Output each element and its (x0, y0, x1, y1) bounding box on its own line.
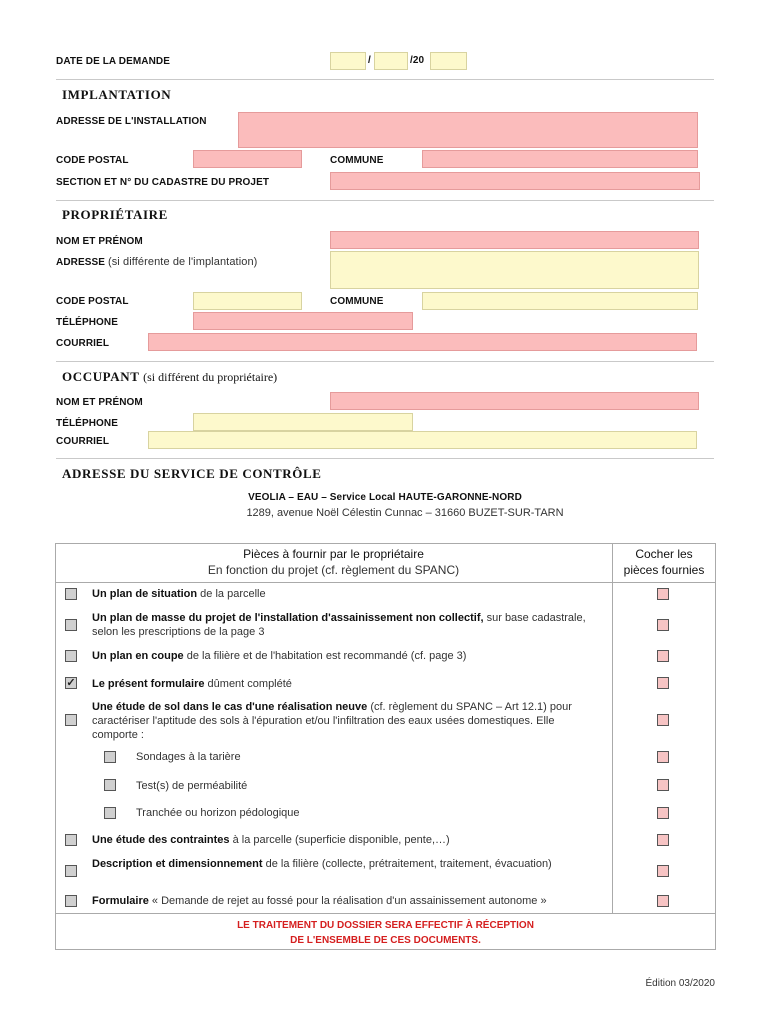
provided-checkbox[interactable] (657, 751, 669, 763)
installation-address-label: ADRESSE DE L'INSTALLATION (56, 116, 207, 127)
table-column-divider (612, 543, 613, 913)
sub-checkbox[interactable] (104, 779, 116, 791)
list-item (92, 587, 602, 601)
sub-list-item: Test(s) de perméabilité (136, 780, 248, 792)
checkbox[interactable] (65, 619, 77, 631)
owner-postal-code-field[interactable] (193, 292, 302, 310)
edition: Édition 03/2020 (645, 978, 715, 989)
table-head-subtitle: En fonction du projet (cf. règlement du SPANC) (207, 563, 460, 577)
provided-checkbox[interactable] (657, 714, 669, 726)
owner-commune-label: COMMUNE (330, 296, 384, 307)
provided-checkbox[interactable] (657, 588, 669, 600)
owner-address-note: (si différente de l'implantation) (107, 256, 258, 268)
item-text: de la parcelle (197, 588, 266, 600)
item-bold: Formulaire (92, 895, 149, 907)
provided-checkbox[interactable] (657, 807, 669, 819)
warning-line2: DE L'ENSEMBLE DE CES DOCUMENTS. (290, 935, 481, 946)
service-name: VEOLIA – EAU – Service Local HAUTE-GARONNE-NORD (248, 492, 522, 503)
list-item (92, 677, 602, 691)
list-item (92, 700, 602, 742)
list-item (92, 833, 602, 847)
divider (56, 458, 714, 459)
item-bold: Une étude de sol dans le cas d'une réalisation neuve (92, 701, 368, 713)
item-text: de la filière et de l'habitation est recommandé (cf. page 3) (183, 650, 467, 662)
owner-address-field[interactable] (330, 251, 699, 289)
occupant-email-field[interactable] (148, 431, 697, 449)
provided-checkbox[interactable] (657, 779, 669, 791)
provided-checkbox[interactable] (657, 619, 669, 631)
divider (56, 79, 714, 80)
item-bold: Un plan de masse du projet de l'installation d'assainissement non collectif, (92, 612, 484, 624)
date-year-field[interactable] (430, 52, 467, 70)
item-bold: Description et dimensionnement (92, 858, 263, 870)
owner-name-label: NOM ET PRÉNOM (56, 236, 143, 247)
date-month-field[interactable] (374, 52, 408, 70)
owner-phone-label: TÉLÉPHONE (56, 317, 119, 328)
list-item (92, 649, 602, 663)
section-title-occupant (62, 369, 277, 385)
sub-checkbox[interactable] (104, 751, 116, 763)
item-text: dûment complété (204, 678, 292, 690)
divider (56, 361, 714, 362)
item-text: sur base cadastrale, selon les prescriptions de la page 3 (92, 612, 586, 638)
item-bold: Une étude des contraintes (92, 834, 230, 846)
occupant-title-note: (si différent du propriétaire) (143, 370, 278, 384)
provided-checkbox[interactable] (657, 650, 669, 662)
item-bold: Un plan en coupe (92, 650, 184, 662)
date-day-field[interactable] (330, 52, 366, 70)
provided-checkbox[interactable] (657, 677, 669, 689)
checkbox[interactable] (65, 588, 77, 600)
checkbox[interactable] (65, 895, 77, 907)
item-bold: Un plan de situation (92, 588, 198, 600)
table-head-title: Pièces à fournir par le propriétaire (243, 547, 424, 561)
list-item (92, 857, 602, 871)
table-header-divider (55, 582, 716, 583)
item-text: (cf. règlement du SPANC – Art 12.1) pour caractériser l'aptitude des sols à l'épuration et/ou l'infiltration des eaux usées domestiques. Elle comporte : (92, 701, 572, 741)
owner-email-field[interactable] (148, 333, 697, 351)
sub-list-item: Tranchée ou horizon pédologique (136, 807, 300, 819)
cadastre-field[interactable] (330, 172, 700, 190)
installation-address-field[interactable] (238, 112, 698, 148)
commune-label: COMMUNE (330, 155, 384, 166)
date-year-prefix: /20 (410, 55, 425, 66)
checkbox[interactable] (65, 714, 77, 726)
check-head-line1: Cocher les (635, 547, 693, 561)
date-label: DATE DE LA DEMANDE (56, 56, 171, 67)
documents-table (55, 543, 716, 950)
occupant-title-text: OCCUPANT (62, 369, 140, 384)
owner-phone-field[interactable] (193, 312, 413, 330)
owner-postal-code-label: CODE POSTAL (56, 296, 129, 307)
occupant-phone-label: TÉLÉPHONE (56, 418, 119, 429)
item-text: à la parcelle (superficie disponible, pente,…) (229, 834, 450, 846)
date-separator: / (368, 55, 371, 66)
postal-code-label: CODE POSTAL (56, 155, 129, 166)
sub-list-item: Sondages à la tarière (136, 751, 241, 763)
owner-name-field[interactable] (330, 231, 699, 249)
section-title-proprietaire: PROPRIÉTAIRE (62, 207, 168, 222)
section-title-service: ADRESSE DU SERVICE DE CONTRÔLE (62, 466, 322, 481)
list-item (92, 611, 602, 639)
warning-line1: LE TRAITEMENT DU DOSSIER SERA EFFECTIF À RÉCEPTION (237, 920, 534, 931)
checkbox[interactable] (65, 834, 77, 846)
item-text: « Demande de rejet au fossé pour la réalisation d'un assainissement autonome » (148, 895, 547, 907)
owner-address-label (56, 256, 257, 268)
item-bold: Le présent formulaire (92, 678, 205, 690)
postal-code-field[interactable] (193, 150, 302, 168)
item-text: de la filière (collecte, prétraitement, traitement, évacuation) (262, 858, 552, 870)
cadastre-label: SECTION ET N° DU CADASTRE DU PROJET (56, 177, 270, 188)
list-item (92, 894, 612, 908)
check-head-line2: pièces fournies (623, 563, 705, 577)
checkbox[interactable] (65, 865, 77, 877)
commune-field[interactable] (422, 150, 698, 168)
checkbox[interactable] (65, 650, 77, 662)
owner-commune-field[interactable] (422, 292, 698, 310)
provided-checkbox[interactable] (657, 834, 669, 846)
occupant-name-label: NOM ET PRÉNOM (56, 397, 143, 408)
occupant-email-label: COURRIEL (56, 436, 110, 447)
owner-address-label-text: ADRESSE (56, 257, 106, 268)
provided-checkbox[interactable] (657, 865, 669, 877)
service-address: 1289, avenue Noël Célestin Cunnac – 31660 BUZET-SUR-TARN (246, 507, 564, 519)
occupant-phone-field[interactable] (193, 413, 413, 431)
divider (56, 200, 714, 201)
occupant-name-field[interactable] (330, 392, 699, 410)
sub-checkbox[interactable] (104, 807, 116, 819)
section-title-implantation: IMPLANTATION (62, 87, 172, 102)
owner-email-label: COURRIEL (56, 338, 110, 349)
provided-checkbox[interactable] (657, 895, 669, 907)
checkbox-checked[interactable]: ✓ (66, 677, 76, 689)
table-footer-divider (55, 913, 716, 914)
